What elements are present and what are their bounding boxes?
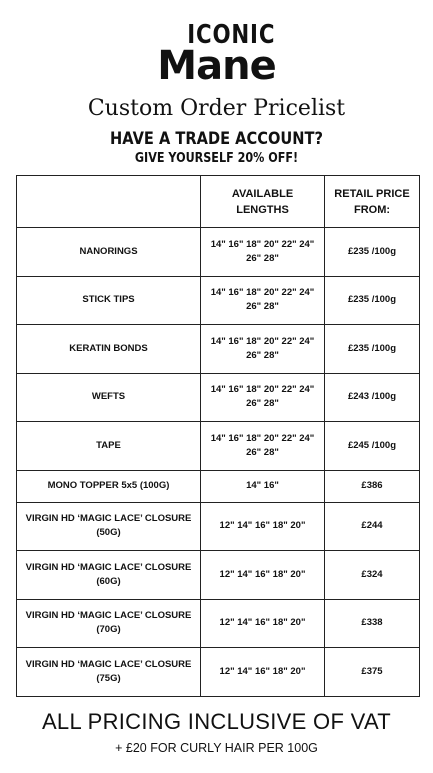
product-price: £244 xyxy=(325,502,420,551)
table-row xyxy=(17,422,420,471)
product-lengths: 14" 16" 18" 20" 22" 24" 26" 28" xyxy=(201,276,325,325)
product-lengths: 12" 14" 16" 18" 20" xyxy=(201,551,325,600)
trade-account-headline: HAVE A TRADE ACCOUNT? xyxy=(110,129,323,149)
product-price: £324 xyxy=(325,551,420,600)
table-header-row xyxy=(17,176,420,228)
product-lengths: 14" 16" 18" 20" 22" 24" 26" 28" xyxy=(201,373,325,422)
vat-note: ALL PRICING INCLUSIVE OF VAT xyxy=(41,709,392,734)
page-title: Custom Order Pricelist xyxy=(87,96,346,121)
product-price: £245 /100g xyxy=(325,422,420,471)
product-lengths: 12" 14" 16" 18" 20" xyxy=(201,599,325,648)
product-name: VIRGIN HD ‘MAGIC LACE’ CLOSURE (50G) xyxy=(17,502,201,551)
product-lengths: 14" 16" 18" 20" 22" 24" 26" 28" xyxy=(201,228,325,277)
product-price: £243 /100g xyxy=(325,373,420,422)
product-name: WEFTS xyxy=(17,373,201,422)
brand-logo-top: ICONIC xyxy=(187,20,276,50)
product-name: TAPE xyxy=(17,422,201,471)
product-price: £338 xyxy=(325,599,420,648)
product-name: STICK TIPS xyxy=(17,276,201,325)
product-price: £235 /100g xyxy=(325,325,420,374)
product-name: NANORINGS xyxy=(17,228,201,277)
table-row xyxy=(17,276,420,325)
price-table xyxy=(16,175,420,697)
product-lengths: 14" 16" 18" 20" 22" 24" 26" 28" xyxy=(201,325,325,374)
table-row xyxy=(17,599,420,648)
table-row xyxy=(17,648,420,697)
product-name: VIRGIN HD ‘MAGIC LACE’ CLOSURE (75G) xyxy=(17,648,201,697)
product-lengths: 14" 16" xyxy=(201,470,325,502)
header-product xyxy=(17,176,201,228)
product-price: £235 /100g xyxy=(325,276,420,325)
table-row xyxy=(17,373,420,422)
product-name: VIRGIN HD ‘MAGIC LACE’ CLOSURE (70G) xyxy=(17,599,201,648)
product-lengths: 12" 14" 16" 18" 20" xyxy=(201,648,325,697)
table-row xyxy=(17,325,420,374)
header-lengths: AVAILABLE LENGTHS xyxy=(201,176,325,228)
product-price: £235 /100g xyxy=(325,228,420,277)
curly-hair-note: + £20 FOR CURLY HAIR PER 100G xyxy=(115,741,318,755)
table-row xyxy=(17,551,420,600)
trade-account-offer: GIVE YOURSELF 20% OFF! xyxy=(134,151,299,166)
product-name: VIRGIN HD ‘MAGIC LACE’ CLOSURE (60G) xyxy=(17,551,201,600)
product-price: £386 xyxy=(325,470,420,502)
product-name: KERATIN BONDS xyxy=(17,325,201,374)
brand-logo-bottom: Mane xyxy=(157,43,276,89)
header-price: RETAIL PRICE FROM: xyxy=(325,176,420,228)
table-row xyxy=(17,502,420,551)
table-row xyxy=(17,470,420,502)
product-lengths: 12" 14" 16" 18" 20" xyxy=(201,502,325,551)
product-price: £375 xyxy=(325,648,420,697)
product-lengths: 14" 16" 18" 20" 22" 24" 26" 28" xyxy=(201,422,325,471)
product-name: MONO TOPPER 5x5 (100G) xyxy=(17,470,201,502)
table-row xyxy=(17,228,420,277)
